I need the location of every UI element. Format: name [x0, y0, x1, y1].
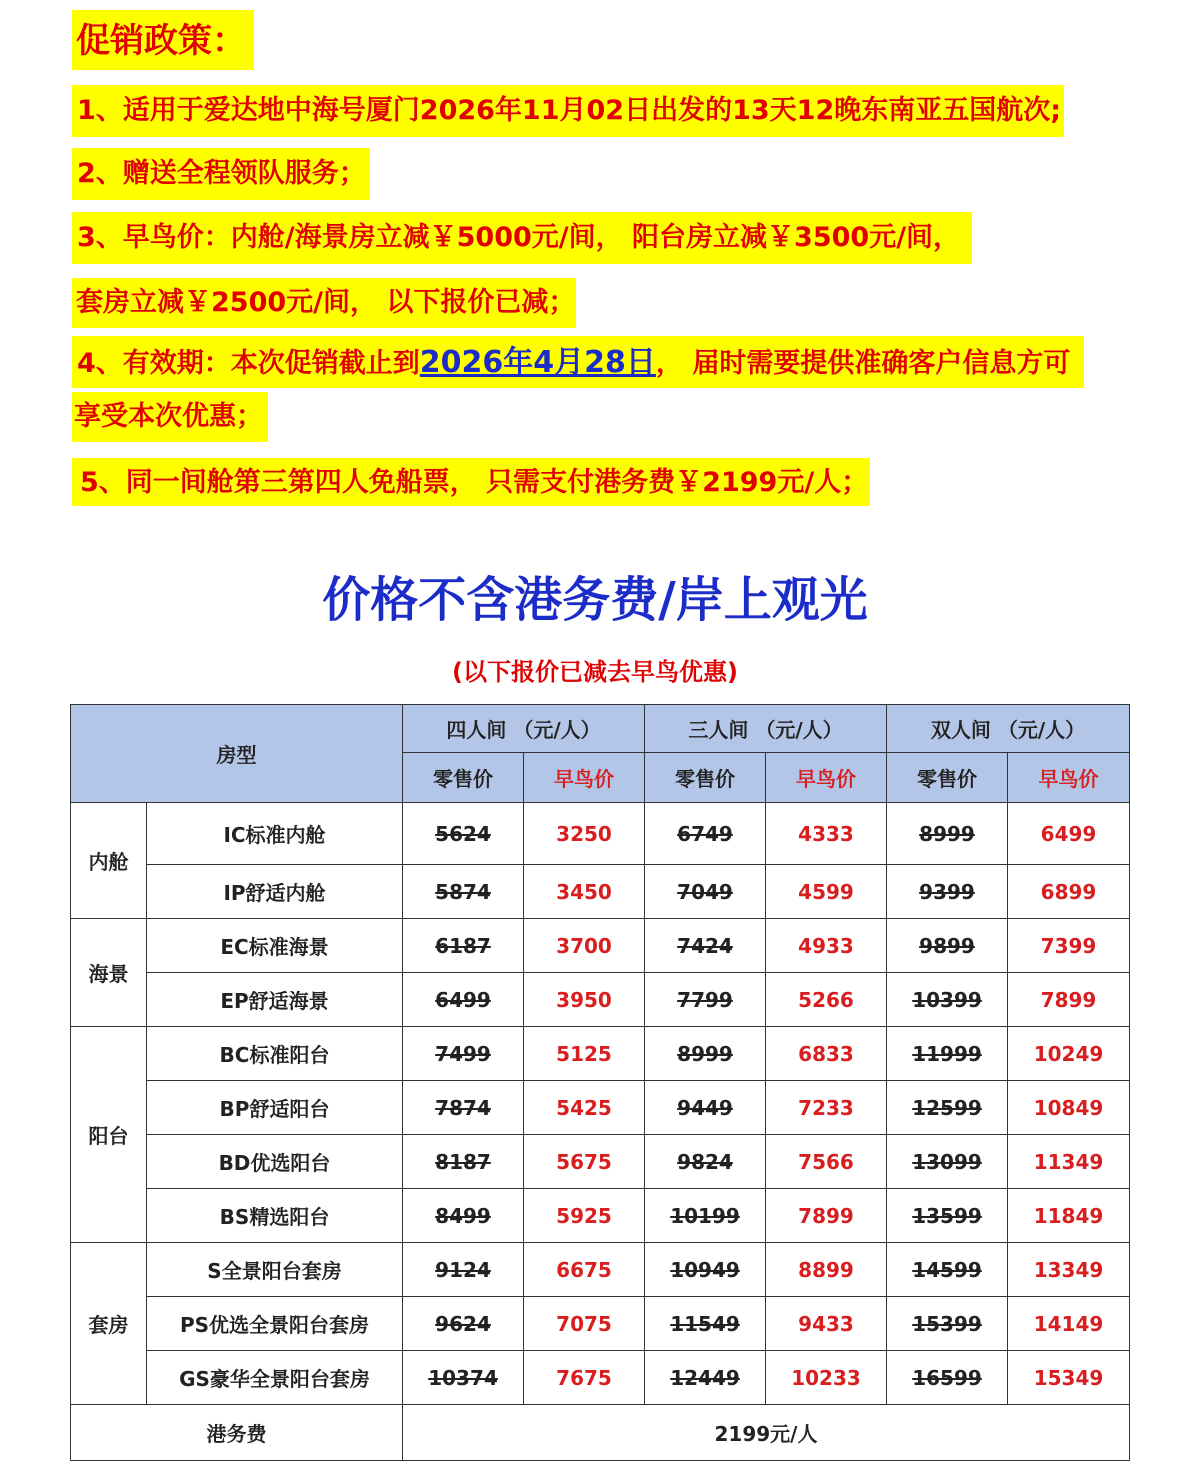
table-row [71, 1135, 1130, 1189]
early-bird-price: 9433 [798, 1311, 854, 1336]
retail-price: 6187 [435, 933, 491, 958]
table-row [71, 1243, 1130, 1297]
early-bird-price: 4333 [798, 821, 854, 846]
retail-price: 6499 [435, 987, 491, 1012]
promo-item-4-line-2: 享受本次优惠； [72, 392, 268, 442]
promo-item-4-suffix: ， 届时需要提供准确客户信息方可 [655, 348, 1071, 379]
early-bird-price: 5675 [556, 1149, 612, 1174]
price-cell [524, 1351, 645, 1405]
price-cell [1008, 973, 1130, 1027]
price-cell [403, 865, 524, 919]
triple-room-header: 三人间 （元/人） [645, 705, 887, 753]
price-table [70, 704, 1130, 1461]
room-name: BC标准阳台 [147, 1027, 403, 1081]
early-bird-price: 5425 [556, 1095, 612, 1120]
early-bird-price: 4933 [798, 933, 854, 958]
early-bird-price: 7675 [556, 1365, 612, 1390]
quad-room-header: 四人间 （元/人） [403, 705, 645, 753]
price-title: 价格不含港务费/岸上观光 [322, 572, 868, 628]
promo-title: 促销政策： [72, 10, 254, 70]
price-cell [403, 1243, 524, 1297]
price-cell [645, 803, 766, 865]
retail-price: 7499 [435, 1041, 491, 1066]
early-bird-price: 7899 [798, 1203, 854, 1228]
price-cell [524, 973, 645, 1027]
double-room-header: 双人间 （元/人） [887, 705, 1130, 753]
table-row [71, 1027, 1130, 1081]
price-cell [766, 865, 887, 919]
retail-price: 10374 [428, 1365, 498, 1390]
retail-price: 16599 [912, 1365, 982, 1390]
retail-price: 8187 [435, 1149, 491, 1174]
early-bird-price: 10249 [1033, 1041, 1104, 1066]
early-bird-price: 3700 [556, 933, 612, 958]
early-bird-price: 3950 [556, 987, 612, 1012]
room-name: S全景阳台套房 [147, 1243, 403, 1297]
early-bird-price: 7233 [798, 1095, 854, 1120]
promo-item-4 [72, 336, 1084, 388]
price-cell [887, 803, 1008, 865]
retail-price: 9124 [435, 1257, 491, 1282]
early-bird-price: 6899 [1040, 879, 1097, 904]
retail-price: 8999 [919, 821, 975, 846]
early-bird-price: 5266 [798, 987, 854, 1012]
price-cell [645, 1351, 766, 1405]
price-cell [887, 919, 1008, 973]
room-name: IC标准内舱 [147, 803, 403, 865]
price-cell [403, 1027, 524, 1081]
retail-price-header: 零售价 [645, 753, 766, 803]
price-cell [766, 1351, 887, 1405]
retail-price: 7799 [677, 987, 733, 1012]
retail-price: 7049 [677, 879, 733, 904]
price-cell [1008, 1027, 1130, 1081]
price-cell [887, 1189, 1008, 1243]
price-cell [524, 1081, 645, 1135]
price-cell [766, 1135, 887, 1189]
retail-price: 7424 [677, 933, 733, 958]
room-name: GS豪华全景阳台套房 [147, 1351, 403, 1405]
price-cell [403, 1351, 524, 1405]
early-bird-price: 11849 [1033, 1203, 1104, 1228]
promo-item-3: 3、早鸟价：内舱/海景房立减￥5000元/间， 阳台房立减￥3500元/间， [72, 212, 972, 264]
price-cell [766, 1243, 887, 1297]
retail-price: 14599 [912, 1257, 982, 1282]
early-bird-price: 3450 [556, 879, 612, 904]
cabin-category: 阳台 [71, 1027, 147, 1243]
price-cell [524, 803, 645, 865]
price-cell [524, 1189, 645, 1243]
table-row [71, 865, 1130, 919]
price-cell [766, 1081, 887, 1135]
retail-price: 9899 [919, 933, 975, 958]
price-cell [1008, 803, 1130, 865]
early-bird-price: 11349 [1033, 1149, 1104, 1174]
price-cell [524, 1135, 645, 1189]
early-bird-price: 4599 [798, 879, 854, 904]
early-bird-price: 10849 [1033, 1095, 1104, 1120]
room-name: PS优选全景阳台套房 [147, 1297, 403, 1351]
retail-price: 7874 [435, 1095, 491, 1120]
promo-item-1: 1、适用于爱达地中海号厦门2026年11月02日出发的13天12晚东南亚五国航次; [72, 85, 1064, 137]
retail-price: 9449 [677, 1095, 733, 1120]
port-fee-value: 2199元/人 [403, 1405, 1130, 1461]
early-bird-price: 13349 [1033, 1257, 1104, 1282]
retail-price: 5874 [435, 879, 491, 904]
cabin-category: 海景 [71, 919, 147, 1027]
early-bird-price-header: 早鸟价 [766, 753, 887, 803]
price-cell [1008, 1297, 1130, 1351]
room-name: IP舒适内舱 [147, 865, 403, 919]
early-bird-price: 6675 [556, 1257, 612, 1282]
price-cell [1008, 1189, 1130, 1243]
cabin-category: 套房 [71, 1243, 147, 1405]
table-row [71, 1297, 1130, 1351]
retail-price: 13099 [912, 1149, 982, 1174]
promo-item-3-line-2: 套房立减￥2500元/间， 以下报价已减； [72, 278, 576, 328]
price-cell [645, 1297, 766, 1351]
early-bird-price: 7566 [798, 1149, 854, 1174]
port-fee-label: 港务费 [71, 1405, 403, 1461]
early-bird-price: 5125 [556, 1041, 612, 1066]
table-row [71, 973, 1130, 1027]
promo-item-2: 2、赠送全程领队服务； [72, 148, 370, 200]
retail-price: 10199 [670, 1203, 740, 1228]
promo-deadline-date: 2026年4月28日 [419, 345, 656, 380]
early-bird-price: 7075 [556, 1311, 612, 1336]
retail-price-header: 零售价 [403, 753, 524, 803]
price-cell [524, 919, 645, 973]
table-row [71, 919, 1130, 973]
early-bird-price: 6833 [798, 1041, 854, 1066]
early-bird-price: 7899 [1040, 987, 1097, 1012]
price-cell [766, 919, 887, 973]
price-cell [645, 1243, 766, 1297]
retail-price: 9824 [677, 1149, 733, 1174]
early-bird-price: 10233 [791, 1365, 861, 1390]
price-cell [403, 1297, 524, 1351]
retail-price: 15399 [912, 1311, 982, 1336]
price-cell [887, 973, 1008, 1027]
price-cell [1008, 865, 1130, 919]
retail-price: 12599 [912, 1095, 982, 1120]
room-name: EP舒适海景 [147, 973, 403, 1027]
price-cell [403, 1135, 524, 1189]
price-cell [887, 1351, 1008, 1405]
retail-price-header: 零售价 [887, 753, 1008, 803]
price-cell [645, 919, 766, 973]
price-cell [766, 1189, 887, 1243]
price-cell [524, 1027, 645, 1081]
price-cell [403, 919, 524, 973]
early-bird-price: 8899 [798, 1257, 854, 1282]
price-cell [887, 1081, 1008, 1135]
price-cell [766, 1297, 887, 1351]
retail-price: 13599 [912, 1203, 982, 1228]
price-cell [645, 1081, 766, 1135]
retail-price: 8999 [677, 1041, 733, 1066]
early-bird-price: 3250 [556, 821, 612, 846]
price-cell [524, 1243, 645, 1297]
price-cell [645, 973, 766, 1027]
price-cell [887, 1243, 1008, 1297]
retail-price: 9399 [919, 879, 975, 904]
price-cell [887, 1135, 1008, 1189]
retail-price: 10949 [670, 1257, 740, 1282]
retail-price: 6749 [677, 821, 733, 846]
price-cell [403, 1189, 524, 1243]
early-bird-price-header: 早鸟价 [1008, 753, 1130, 803]
price-cell [645, 1135, 766, 1189]
early-bird-price-header: 早鸟价 [524, 753, 645, 803]
price-cell [1008, 1351, 1130, 1405]
room-type-header: 房型 [71, 705, 403, 803]
table-row [71, 803, 1130, 865]
price-cell [1008, 1081, 1130, 1135]
early-bird-price: 7399 [1040, 933, 1097, 958]
retail-price: 12449 [670, 1365, 740, 1390]
price-cell [887, 1297, 1008, 1351]
early-bird-price: 6499 [1040, 821, 1097, 846]
promo-item-5: 5、同一间舱第三第四人免船票， 只需支付港务费￥2199元/人； [72, 458, 870, 506]
price-cell [645, 865, 766, 919]
table-row [71, 1189, 1130, 1243]
price-cell [1008, 1135, 1130, 1189]
retail-price: 5624 [435, 821, 491, 846]
price-cell [645, 1189, 766, 1243]
cabin-category: 内舱 [71, 803, 147, 919]
retail-price: 8499 [435, 1203, 491, 1228]
room-name: EC标准海景 [147, 919, 403, 973]
price-cell [403, 803, 524, 865]
retail-price: 11999 [912, 1041, 982, 1066]
early-bird-price: 15349 [1033, 1365, 1104, 1390]
room-name: BP舒适阳台 [147, 1081, 403, 1135]
price-cell [766, 1027, 887, 1081]
retail-price: 11549 [670, 1311, 740, 1336]
price-cell [766, 803, 887, 865]
promo-item-4-prefix: 4、有效期：本次促销截止到 [77, 348, 420, 379]
table-row [71, 1351, 1130, 1405]
price-cell [887, 865, 1008, 919]
room-name: BD优选阳台 [147, 1135, 403, 1189]
price-cell [645, 1027, 766, 1081]
retail-price: 10399 [912, 987, 982, 1012]
early-bird-price: 14149 [1033, 1311, 1104, 1336]
retail-price: 9624 [435, 1311, 491, 1336]
price-cell [766, 973, 887, 1027]
price-cell [887, 1027, 1008, 1081]
price-cell [1008, 919, 1130, 973]
early-bird-price: 5925 [556, 1203, 612, 1228]
price-subtitle: (以下报价已减去早鸟优惠) [452, 658, 738, 686]
price-cell [1008, 1243, 1130, 1297]
price-cell [403, 1081, 524, 1135]
table-row [71, 1081, 1130, 1135]
room-name: BS精选阳台 [147, 1189, 403, 1243]
price-cell [524, 865, 645, 919]
price-cell [403, 973, 524, 1027]
price-cell [524, 1297, 645, 1351]
